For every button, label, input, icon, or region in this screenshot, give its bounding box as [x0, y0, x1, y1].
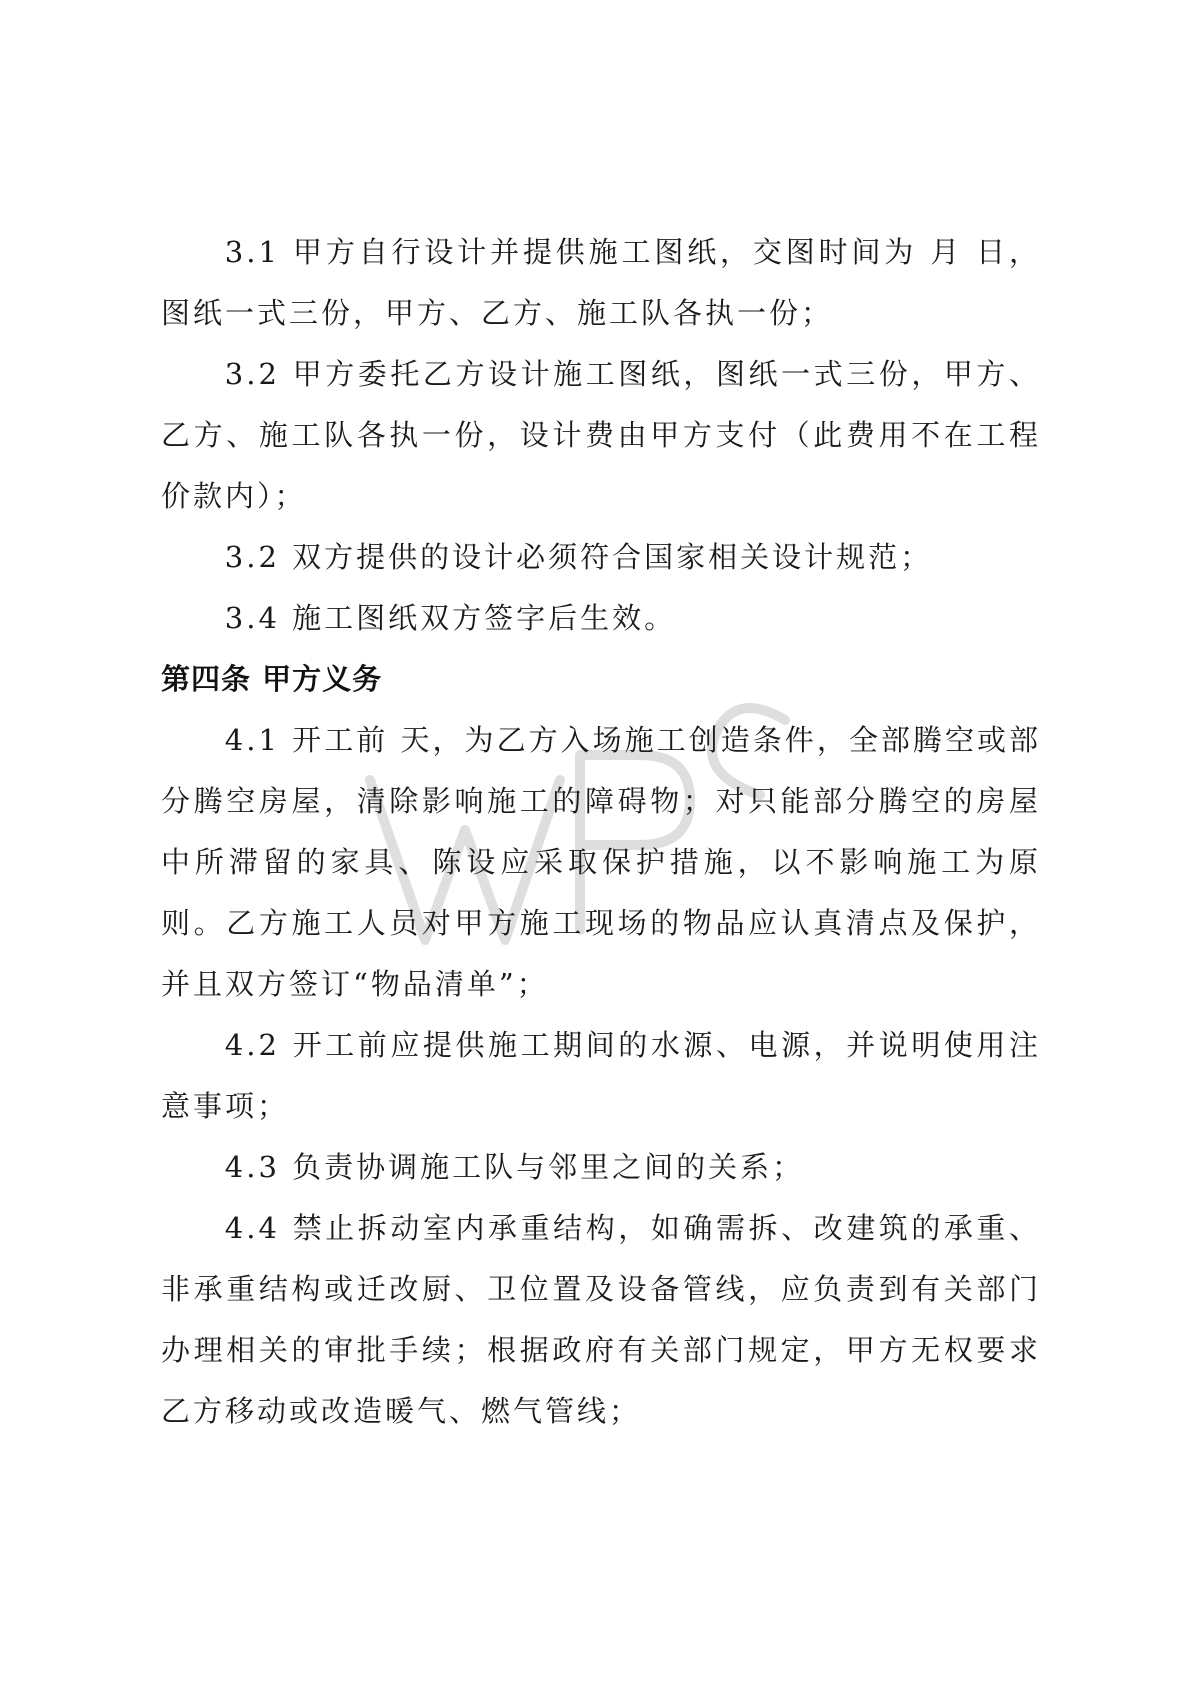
- clause-4-3: 4.3 负责协调施工队与邻里之间的关系；: [224, 1150, 805, 1184]
- clause-4-4: 4.4 禁止拆动室内承重结构，如确需拆、改建筑的承重、非承重结构或迁改厨、卫位置及设备管线，应负责到有关部门办理相关的审批手续；根据政府有关部门规定，甲方无权要求乙方移动或改造暖气、燃气管线；: [161, 1211, 1041, 1428]
- document-body: [161, 222, 1041, 1442]
- section-heading: 第四条 甲方义务: [161, 662, 383, 696]
- clause-4-1: 4.1 开工前 天，为乙方入场施工创造条件，全部腾空或部分腾空房屋，清除影响施工的障碍物；对只能部分腾空的房屋中所滞留的家具、陈设应采取保护措施，以不影响施工为原则。乙方施工人员对甲方施工现场的物品应认真清点及保护，并且双方签订“物品清单”；: [161, 723, 1041, 1001]
- clause-3-2: 3.2 甲方委托乙方设计施工图纸，图纸一式三份，甲方、乙方、施工队各执一份，设计费由甲方支付（此费用不在工程价款内）；: [161, 357, 1041, 513]
- clause-3-1: 3.1 甲方自行设计并提供施工图纸，交图时间为 月 日，图纸一式三份，甲方、乙方、施工队各执一份；: [161, 235, 1041, 330]
- clause-3-4: 3.4 施工图纸双方签字后生效。: [224, 601, 677, 635]
- clause-4-2: 4.2 开工前应提供施工期间的水源、电源，并说明使用注意事项；: [161, 1028, 1041, 1123]
- clause-3-2-standards: 3.2 双方提供的设计必须符合国家相关设计规范；: [224, 540, 933, 574]
- watermark-text: WPS: [330, 647, 363, 664]
